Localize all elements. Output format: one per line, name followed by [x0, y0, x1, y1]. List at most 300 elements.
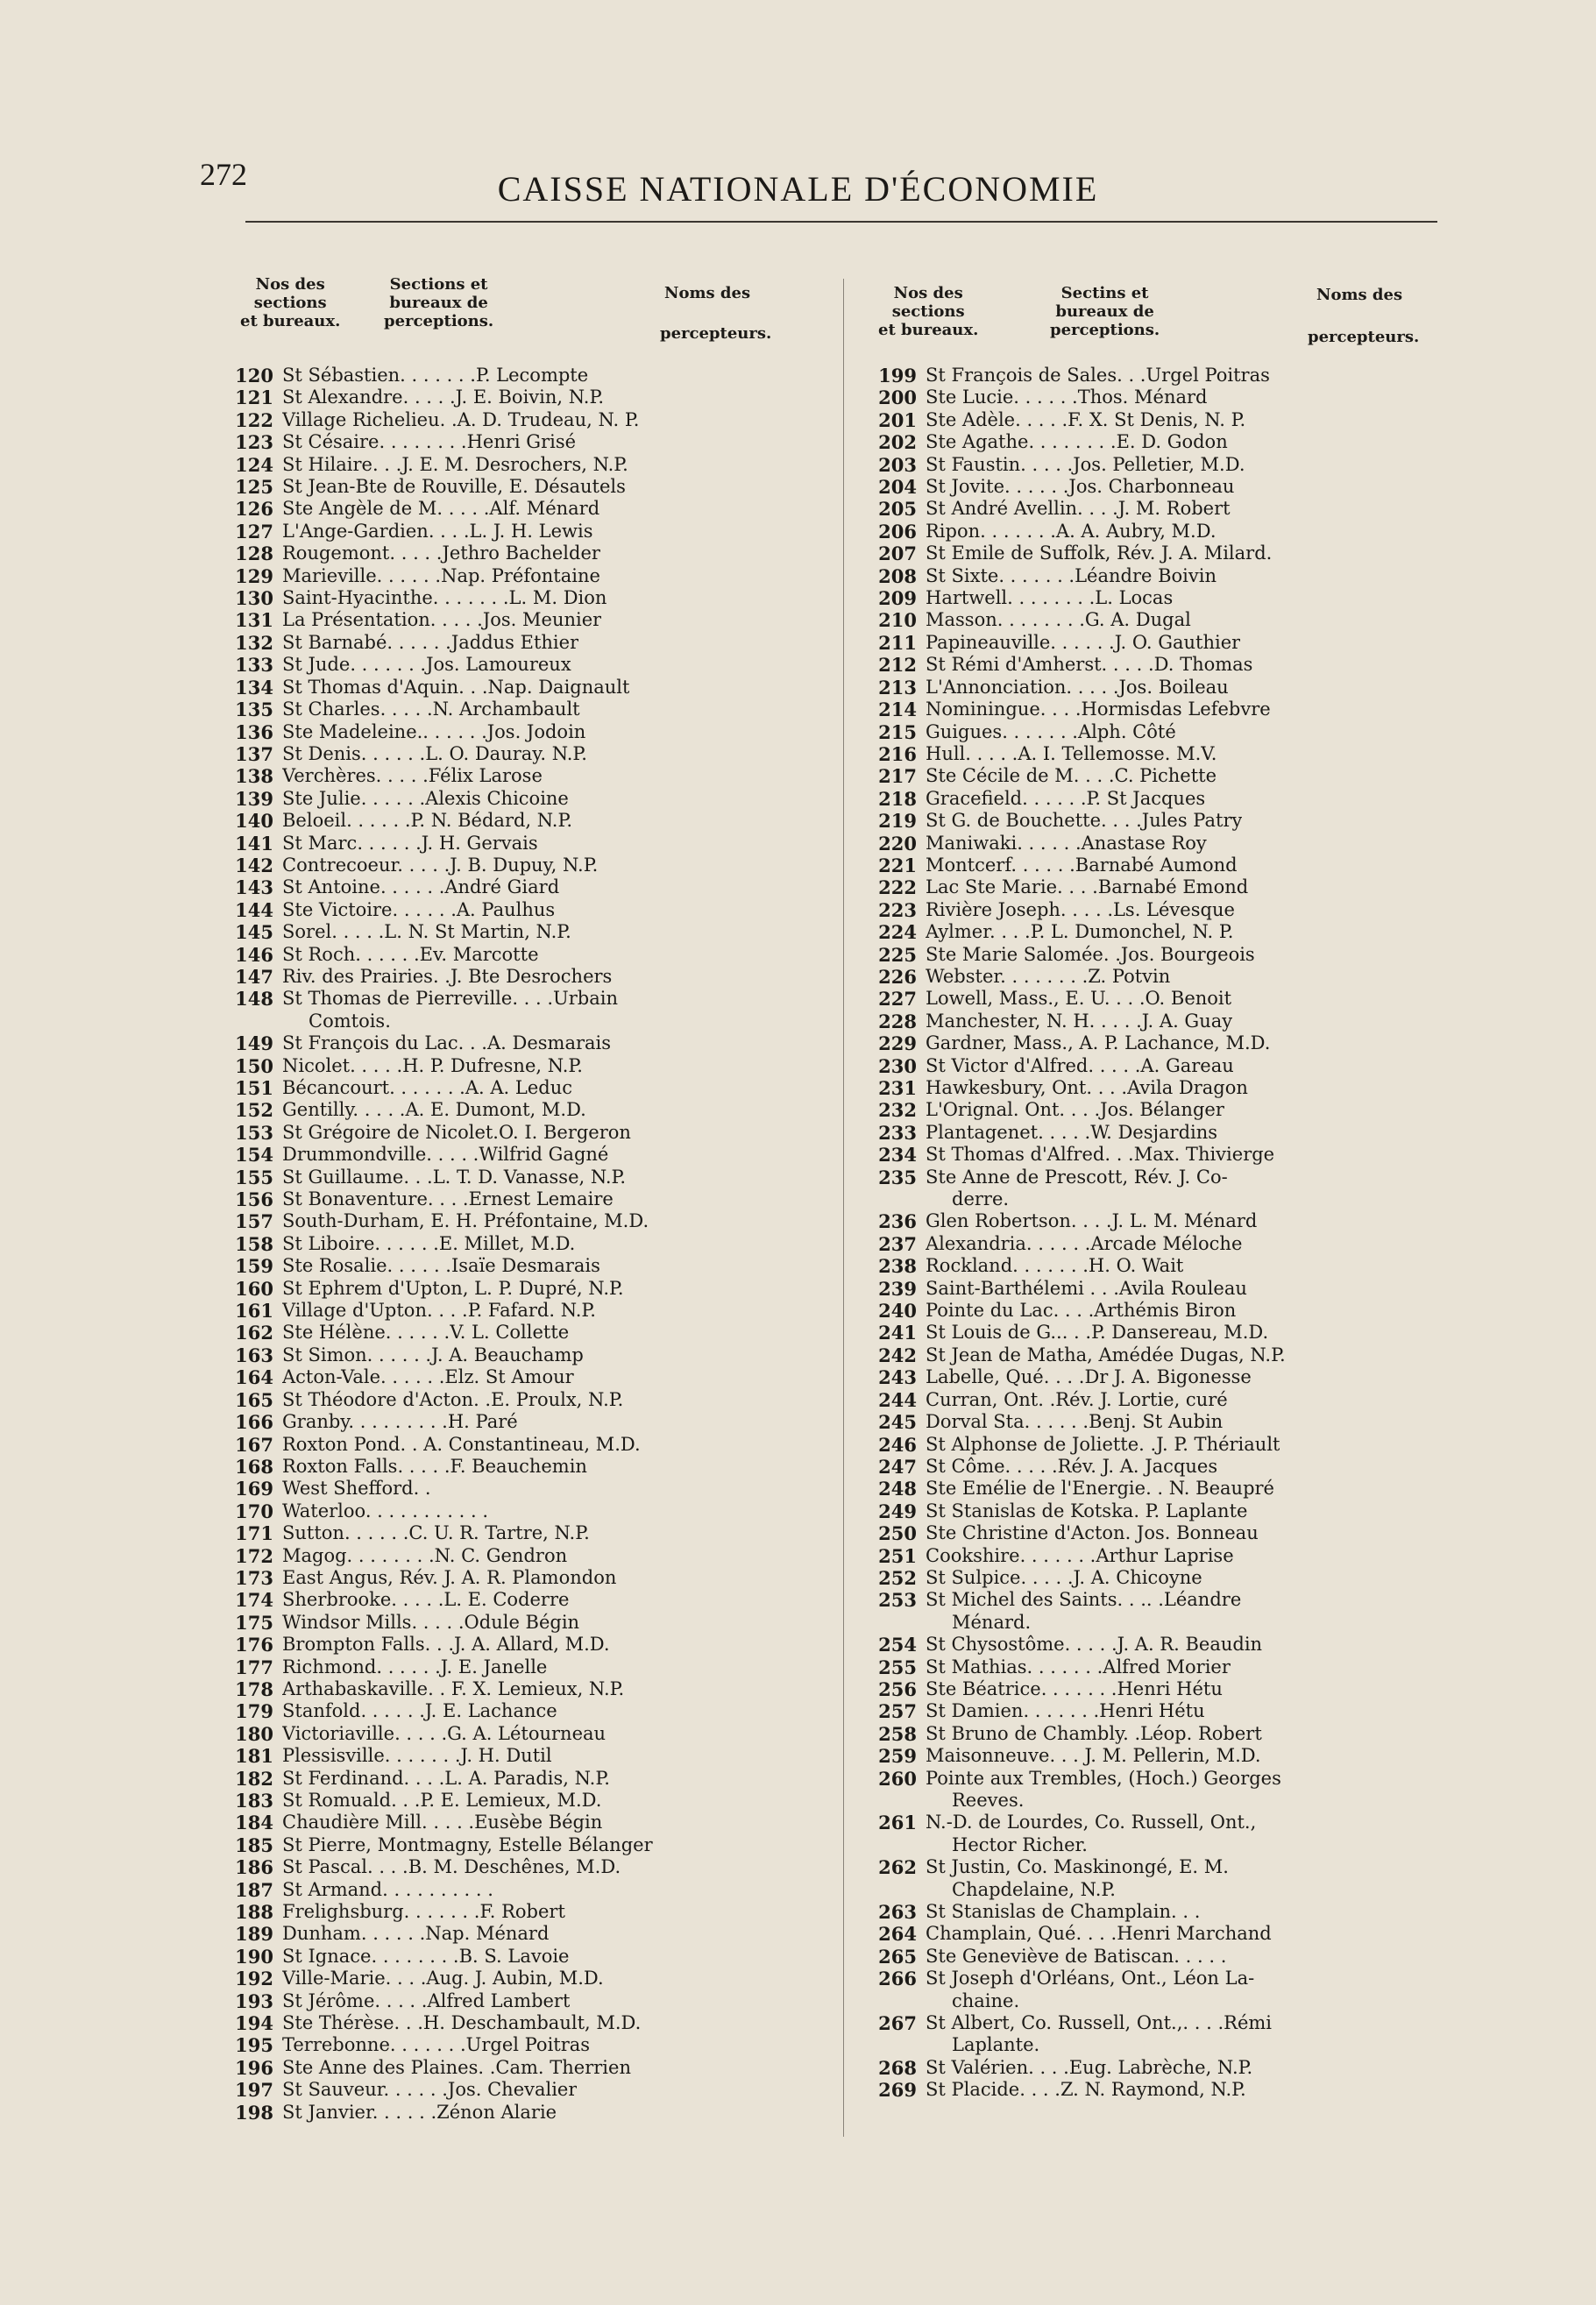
entry-row [878, 1768, 1439, 1790]
entry-number: 187 [235, 1878, 273, 1901]
entry-text: St Jean de Matha, Amédée Dugas, N.P. [926, 1344, 1286, 1365]
entry-text: St Roch. . . . . .Ev. Marcotte [282, 943, 539, 965]
entry-number: 145 [235, 921, 273, 944]
left-column-header [235, 273, 796, 354]
header-offices: Sections et bureaux de perceptions. [384, 275, 494, 330]
entry-number: 163 [235, 1344, 273, 1366]
entry-row [235, 944, 796, 966]
entry-number: 234 [878, 1144, 917, 1167]
entry-text: St Albert, Co. Russell, Ont.,. . . .Rémi [926, 2012, 1273, 2034]
header-offices: Sectins et bureaux de perceptions. [1050, 284, 1160, 339]
entry-text: Rivière Joseph. . . . .Ls. Lévesque [926, 898, 1235, 920]
entry-number: 124 [235, 453, 273, 476]
header-rule [245, 221, 1437, 223]
entry-number [878, 1834, 926, 1856]
entry-text: chaine. [952, 1989, 1020, 2011]
entry-number: 173 [235, 1566, 273, 1589]
entry-number [878, 1990, 926, 2012]
entry-number: 188 [235, 1901, 273, 1924]
entry-number: 196 [235, 2056, 273, 2079]
entry-continuation [878, 2034, 1439, 2056]
entry-number: 257 [878, 1700, 917, 1723]
entry-text: Verchères. . . . .Félix Larose [282, 765, 543, 787]
entry-text: N.-D. de Lourdes, Co. Russell, Ont., [926, 1812, 1257, 1833]
entry-number: 197 [235, 2079, 273, 2102]
entry-text: Lac Ste Marie. . . .Barnabé Emond [926, 876, 1249, 898]
entry-row [235, 988, 796, 1010]
entry-text: Ste Victoire. . . . . .A. Paulhus [282, 898, 556, 920]
entry-row [878, 699, 1439, 720]
entry-row [878, 1011, 1439, 1032]
entry-number: 265 [878, 1945, 917, 1968]
entry-row [235, 876, 796, 898]
right-column-header [878, 273, 1439, 354]
entry-row [878, 855, 1439, 876]
entry-text: St Ephrem d'Upton, L. P. Dupré, N.P. [282, 1277, 624, 1299]
entry-row [878, 454, 1439, 476]
entry-row [235, 1567, 796, 1589]
entry-number [878, 1790, 926, 1812]
entry-number: 215 [878, 720, 917, 743]
entry-text: Brompton Falls. . .J. A. Allard, M.D. [282, 1634, 610, 1656]
entry-row [235, 921, 796, 943]
entry-text: Hector Richer. [952, 1833, 1088, 1855]
entry-number: 266 [878, 1968, 917, 1990]
entry-text: Roxton Falls. . . . .F. Beauchemin [282, 1455, 587, 1477]
entry-row [235, 1278, 796, 1300]
entry-text: St Sixte. . . . . . .Léandre Boivin [926, 564, 1217, 586]
entry-text: Webster. . . . . . . .Z. Potvin [926, 965, 1171, 987]
entry-text: St Alexandre. . . . .J. E. Boivin, N.P. [282, 387, 605, 408]
entry-text: Hartwell. . . . . . . .L. Locas [926, 587, 1174, 609]
entry-row [878, 1032, 1439, 1054]
right-column [878, 273, 1439, 2102]
entry-row [878, 1077, 1439, 1099]
entry-row [235, 654, 796, 676]
entry-row [878, 788, 1439, 810]
entry-row [878, 1456, 1439, 1478]
entry-row [235, 1233, 796, 1255]
entry-row [235, 1366, 796, 1388]
entry-text: Gardner, Mass., A. P. Lachance, M.D. [926, 1032, 1271, 1054]
entry-number: 267 [878, 2012, 917, 2035]
entry-text: Ripon. . . . . . .A. A. Aubry, M.D. [926, 520, 1217, 542]
entry-text: St Ignace. . . . . . . .B. S. Lavoie [282, 1945, 570, 1967]
entry-text: St Janvier. . . . . .Zénon Alarie [282, 2101, 557, 2123]
entry-row [235, 2079, 796, 2101]
entry-text: St Barnabé. . . . . .Jaddus Ethier [282, 631, 579, 653]
entry-row [235, 765, 796, 787]
entry-text: St Thomas d'Aquin. . .Nap. Daignault [282, 676, 630, 698]
entry-number: 151 [235, 1077, 273, 1099]
entry-number: 208 [878, 564, 917, 587]
entry-number: 122 [235, 408, 273, 431]
entry-number: 166 [235, 1411, 273, 1434]
entry-row [235, 1768, 796, 1790]
entry-number: 236 [878, 1210, 917, 1233]
entry-text: Champlain, Qué. . . .Henri Marchand [926, 1923, 1272, 1945]
entry-row [878, 587, 1439, 609]
entry-text: Ste Geneviève de Batiscan. . . . . [926, 1945, 1227, 1967]
entry-number: 185 [235, 1833, 273, 1856]
entry-continuation [878, 1612, 1439, 1634]
entry-text: derre. [952, 1188, 1010, 1210]
entry-text: Hull. . . . .A. I. Tellemosse. M.V. [926, 742, 1217, 764]
entry-text: Ménard. [952, 1611, 1032, 1633]
entry-number: 143 [235, 876, 273, 899]
entry-row [235, 721, 796, 743]
header-collectors-2: percepteurs. [660, 324, 772, 343]
entry-number: 256 [878, 1677, 917, 1700]
entry-number: 172 [235, 1544, 273, 1567]
entry-row [878, 1055, 1439, 1077]
entry-text: St Denis. . . . . .L. O. Dauray. N.P. [282, 742, 587, 764]
entry-continuation [235, 1011, 796, 1032]
entry-text: St Jovite. . . . . .Jos. Charbonneau [926, 476, 1235, 498]
entry-text: Alexandria. . . . . .Arcade Méloche [926, 1232, 1243, 1254]
entry-row [235, 1055, 796, 1077]
entry-number: 212 [878, 654, 917, 677]
entry-row [235, 1656, 796, 1678]
entry-row [235, 1099, 796, 1121]
entry-text: L'Annonciation. . . . .Jos. Boileau [926, 676, 1229, 698]
entry-text: St Rémi d'Amherst. . . . .D. Thomas [926, 654, 1253, 676]
entry-number: 126 [235, 498, 273, 521]
entry-text: Ste Hélène. . . . . .V. L. Collette [282, 1322, 570, 1344]
entry-text: Pointe aux Trembles, (Hoch.) Georges [926, 1767, 1281, 1789]
entry-row [235, 454, 796, 476]
entry-text: Marieville. . . . . .Nap. Préfontaine [282, 564, 600, 586]
entry-text: L'Orignal. Ont. . . .Jos. Bélanger [926, 1099, 1224, 1121]
entry-text: Chaudière Mill. . . . .Eusèbe Bégin [282, 1812, 603, 1833]
entry-text: St Hilaire. . .J. E. M. Desrochers, N.P. [282, 453, 628, 475]
entry-number: 252 [878, 1566, 917, 1589]
entry-number: 167 [235, 1433, 273, 1456]
entry-number: 250 [878, 1522, 917, 1545]
entry-number: 245 [878, 1411, 917, 1434]
entry-row [878, 966, 1439, 988]
page-number: 272 [200, 157, 247, 192]
entry-text: Acton-Vale. . . . . .Elz. St Amour [282, 1366, 574, 1388]
entry-number: 237 [878, 1232, 917, 1255]
entry-number: 193 [235, 1989, 273, 2012]
entry-row [878, 1278, 1439, 1300]
entry-row [878, 1233, 1439, 1255]
entry-row [235, 677, 796, 699]
entry-number: 170 [235, 1500, 273, 1522]
entry-row [878, 1678, 1439, 1700]
entry-number: 269 [878, 2079, 917, 2102]
entry-number: 226 [878, 965, 917, 988]
entry-number: 260 [878, 1767, 917, 1790]
entry-number: 216 [878, 742, 917, 765]
entry-row [878, 677, 1439, 699]
entry-row [235, 2102, 796, 2124]
entry-row [235, 1990, 796, 2012]
entry-text: St Thomas d'Alfred. . .Max. Thivierge [926, 1144, 1275, 1166]
entry-number: 138 [235, 765, 273, 788]
entry-number: 255 [878, 1656, 917, 1678]
entry-number: 205 [878, 498, 917, 521]
entry-text: South-Durham, E. H. Préfontaine, M.D. [282, 1210, 649, 1232]
entry-number: 235 [878, 1166, 917, 1188]
entry-number: 206 [878, 520, 917, 543]
entry-number: 251 [878, 1544, 917, 1567]
entry-row [235, 1255, 796, 1277]
entry-row [878, 810, 1439, 832]
entry-number: 261 [878, 1812, 917, 1834]
entry-text: St André Avellin. . . .J. M. Robert [926, 498, 1231, 520]
entry-row [235, 1434, 796, 1456]
entry-number: 228 [878, 1010, 917, 1032]
entry-text: Frelighsburg. . . . . . .F. Robert [282, 1901, 565, 1923]
entry-row [235, 1456, 796, 1478]
entry-row [878, 1478, 1439, 1500]
entry-number: 218 [878, 787, 917, 810]
header-section-numbers: Nos des sections et bureaux. [878, 284, 979, 339]
entry-row [878, 1589, 1439, 1611]
entry-text: Gentilly. . . . .A. E. Dumont, M.D. [282, 1099, 586, 1121]
entry-row [878, 543, 1439, 564]
entry-text: Hawkesbury, Ont. . . .Avila Dragon [926, 1077, 1248, 1098]
entry-number: 127 [235, 520, 273, 543]
entry-row [878, 1545, 1439, 1567]
entry-number: 164 [235, 1366, 273, 1389]
entry-row [878, 1255, 1439, 1277]
entry-text: St Pascal. . . .B. M. Deschênes, M.D. [282, 1856, 621, 1878]
entry-text: Ste Christine d'Acton. Jos. Bonneau [926, 1522, 1259, 1544]
entry-row [235, 431, 796, 453]
entry-row [235, 1500, 796, 1522]
entry-number: 246 [878, 1433, 917, 1456]
entry-number: 146 [235, 943, 273, 966]
entry-number: 130 [235, 587, 273, 610]
entry-number: 148 [235, 988, 273, 1011]
entry-row [235, 1879, 796, 1901]
entry-row [235, 1723, 796, 1745]
entry-row [235, 1790, 796, 1812]
entry-text: Curran, Ont. .Rév. J. Lortie, curé [926, 1388, 1228, 1410]
entry-text: Ville-Marie. . . .Aug. J. Aubin, M.D. [282, 1968, 604, 1989]
entry-number: 128 [235, 543, 273, 565]
entry-text: Ste Adèle. . . . .F. X. St Denis, N. P. [926, 408, 1246, 430]
entry-text: Nominingue. . . .Hormisdas Lefebvre [926, 699, 1271, 720]
entry-number: 180 [235, 1722, 273, 1745]
entry-continuation [878, 1188, 1439, 1210]
entry-row [235, 498, 796, 520]
entry-text: Magog. . . . . . . .N. C. Gendron [282, 1544, 568, 1566]
entry-number: 131 [235, 609, 273, 632]
entry-text: St Valérien. . . .Eug. Labrèche, N.P. [926, 2056, 1253, 2078]
entry-row [235, 1678, 796, 1700]
entry-number [878, 1188, 926, 1210]
entry-text: St Michel des Saints. . .. .Léandre [926, 1589, 1242, 1611]
entry-row [878, 2079, 1439, 2101]
entry-number: 253 [878, 1589, 917, 1612]
entry-number: 195 [235, 2034, 273, 2057]
entry-number: 242 [878, 1344, 917, 1366]
entry-number: 136 [235, 720, 273, 743]
entry-number: 259 [878, 1745, 917, 1768]
entry-row [235, 1300, 796, 1322]
entry-text: Dunham. . . . . .Nap. Ménard [282, 1923, 550, 1945]
entry-row [235, 788, 796, 810]
entry-row [235, 1834, 796, 1856]
entry-text: Aylmer. . . .P. L. Dumonchel, N. P. [926, 921, 1234, 943]
entry-row [878, 1122, 1439, 1144]
entry-text: Sorel. . . . .L. N. St Martin, N.P. [282, 921, 571, 943]
entry-text: Montcerf. . . . . .Barnabé Aumond [926, 854, 1238, 876]
entry-text: West Shefford. . [282, 1478, 431, 1500]
entry-row [878, 1522, 1439, 1544]
entry-number: 161 [235, 1300, 273, 1323]
entry-text: St G. de Bouchette. . . .Jules Patry [926, 810, 1243, 832]
entry-number: 194 [235, 2012, 273, 2035]
entry-text: Saint-Hyacinthe. . . . . . .L. M. Dion [282, 587, 607, 609]
entry-number: 140 [235, 810, 273, 833]
entry-number: 200 [878, 387, 917, 409]
entry-row [878, 1700, 1439, 1722]
entry-row [235, 1612, 796, 1634]
entry-row [235, 966, 796, 988]
entry-row [235, 1167, 796, 1188]
entry-text: Papineauville. . . . . .J. O. Gauthier [926, 631, 1241, 653]
entry-text: Ste Rosalie. . . . . .Isaïe Desmarais [282, 1255, 600, 1277]
entry-row [878, 1500, 1439, 1522]
entry-number: 249 [878, 1500, 917, 1522]
entry-row [878, 565, 1439, 587]
entry-text: Stanfold. . . . . .J. E. Lachance [282, 1700, 557, 1722]
entry-number: 244 [878, 1388, 917, 1411]
entry-row [235, 1478, 796, 1500]
entry-row [235, 1210, 796, 1232]
running-title: CAISSE NATIONALE D'ÉCONOMIE [497, 169, 1099, 209]
entry-row [878, 1389, 1439, 1411]
entry-row [235, 1923, 796, 1945]
right-entry-list [878, 365, 1439, 2102]
entry-text: Comtois. [309, 1010, 391, 1032]
entry-text: St Jérôme. . . . .Alfred Lambert [282, 1989, 571, 2011]
entry-text: Arthabaskaville. . F. X. Lemieux, N.P. [282, 1677, 625, 1699]
entry-number: 223 [878, 898, 917, 921]
entry-row [878, 1656, 1439, 1678]
entry-row [235, 409, 796, 431]
header-collectors: Noms des [664, 284, 751, 302]
entry-number [235, 1011, 282, 1032]
entry-text: Ste Angèle de M. . . . .Alf. Ménard [282, 498, 600, 520]
entry-row [878, 1856, 1439, 1878]
entry-text: Gracefield. . . . . .P. St Jacques [926, 787, 1206, 809]
entry-text: Cookshire. . . . . . .Arthur Laprise [926, 1544, 1234, 1566]
entry-row [235, 1901, 796, 1923]
entry-row [235, 1700, 796, 1722]
entry-row [235, 1522, 796, 1544]
entry-text: Ste Anne des Plaines. .Cam. Therrien [282, 2056, 631, 2078]
entry-row [235, 632, 796, 654]
entry-row [878, 1167, 1439, 1188]
entry-text: Glen Robertson. . . .J. L. M. Ménard [926, 1210, 1258, 1232]
entry-row [878, 1210, 1439, 1232]
entry-text: Labelle, Qué. . . .Dr J. A. Bigonesse [926, 1366, 1252, 1388]
entry-text: St Alphonse de Joliette. .J. P. Thériault [926, 1433, 1280, 1455]
entry-continuation [878, 1790, 1439, 1812]
entry-text: Bécancourt. . . . . . .A. A. Leduc [282, 1077, 572, 1098]
entry-number: 217 [878, 765, 917, 788]
entry-number: 233 [878, 1121, 917, 1144]
entry-text: Ste Madeleine.. . . . . .Jos. Jodoin [282, 720, 586, 742]
entry-row [235, 1411, 796, 1433]
entry-number: 155 [235, 1166, 273, 1188]
entry-number: 156 [235, 1188, 273, 1211]
entry-number: 153 [235, 1121, 273, 1144]
entry-number: 141 [235, 832, 273, 855]
entry-text: St Jean-Bte de Rouville, E. Désautels [282, 476, 626, 498]
entry-row [878, 476, 1439, 498]
entry-number: 230 [878, 1054, 917, 1077]
entry-text: St Emile de Suffolk, Rév. J. A. Milard. [926, 543, 1273, 564]
entry-number: 137 [235, 742, 273, 765]
entry-text: Guigues. . . . . . .Alph. Côté [926, 720, 1176, 742]
entry-number: 203 [878, 453, 917, 476]
entry-text: Saint-Barthélemi . . .Avila Rouleau [926, 1277, 1247, 1299]
entry-text: Granby. . . . . . . . .H. Paré [282, 1411, 518, 1433]
entry-number [878, 1612, 926, 1634]
header-collectors: Noms des [1316, 286, 1403, 304]
entry-row [878, 899, 1439, 921]
entry-row [235, 609, 796, 631]
entry-text: St Sauveur. . . . . .Jos. Chevalier [282, 2079, 578, 2101]
entry-number: 125 [235, 476, 273, 499]
entry-text: St Pierre, Montmagny, Estelle Bélanger [282, 1833, 653, 1855]
entry-text: L'Ange-Gardien. . . .L. J. H. Lewis [282, 520, 593, 542]
entry-number: 159 [235, 1255, 273, 1278]
header-section-numbers: Nos des sections et bureaux. [240, 275, 341, 330]
entry-row [878, 921, 1439, 943]
entry-text: Laplante. [952, 2034, 1040, 2056]
entry-text: St Stanislas de Champlain. . . [926, 1901, 1201, 1923]
entry-row [878, 365, 1439, 387]
entry-number: 238 [878, 1255, 917, 1278]
entry-number: 232 [878, 1099, 917, 1122]
entry-number: 211 [878, 631, 917, 654]
entry-number: 149 [235, 1032, 273, 1055]
entry-text: Maisonneuve. . . J. M. Pellerin, M.D. [926, 1745, 1261, 1767]
entry-row [235, 1812, 796, 1833]
entry-number: 165 [235, 1388, 273, 1411]
entry-number: 225 [878, 943, 917, 966]
entry-text: Maniwaki. . . . . .Anastase Roy [926, 832, 1207, 854]
entry-text: La Présentation. . . . .Jos. Meunier [282, 609, 602, 631]
entry-row [878, 1411, 1439, 1433]
entry-continuation [878, 1990, 1439, 2012]
entry-number: 169 [235, 1478, 273, 1500]
entry-number: 182 [235, 1767, 273, 1790]
entry-row [235, 1188, 796, 1210]
entry-number: 158 [235, 1232, 273, 1255]
entry-text: Ste Emélie de l'Energie. . N. Beaupré [926, 1478, 1274, 1500]
entry-number: 186 [235, 1856, 273, 1879]
entry-text: Drummondville. . . . .Wilfrid Gagné [282, 1144, 609, 1166]
entry-number: 231 [878, 1077, 917, 1099]
entry-number: 181 [235, 1745, 273, 1768]
entry-number: 157 [235, 1210, 273, 1233]
entry-row [235, 1856, 796, 1878]
entry-text: St Ferdinand. . . .L. A. Paradis, N.P. [282, 1767, 610, 1789]
entry-text: Ste Julie. . . . . .Alexis Chicoine [282, 787, 569, 809]
left-entry-list [235, 365, 796, 2124]
entry-number: 184 [235, 1812, 273, 1834]
entry-row [235, 1144, 796, 1166]
